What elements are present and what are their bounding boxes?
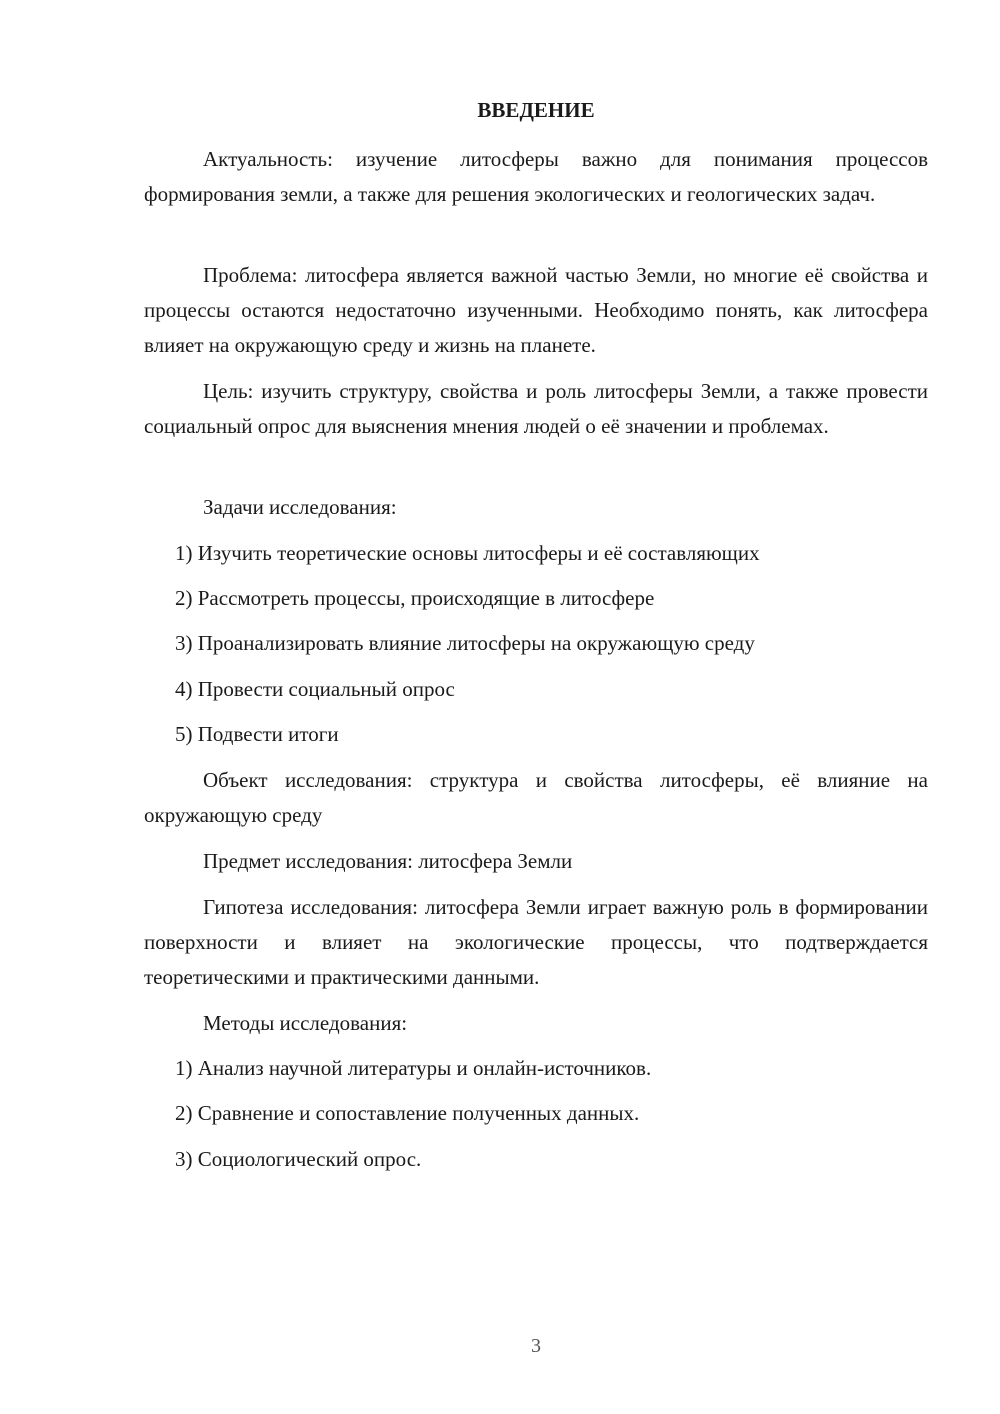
task-item-1: 1) Изучить теоретические основы литосферы и её составляющих [175, 541, 760, 565]
methods-heading: Методы исследования: [203, 1011, 408, 1035]
hypothesis-paragraph: Гипотеза исследования: литосфера Земли играет важную роль в формировании поверхности и влияет на экологические процессы, что подтверждается теоретическими и практическими данными. [144, 895, 928, 989]
task-item-2: 2) Рассмотреть процессы, происходящие в литосфере [175, 586, 655, 610]
page-number: 3 [531, 1335, 541, 1357]
subject-paragraph: Предмет исследования: литосфера Земли [203, 849, 573, 873]
task-item-4: 4) Провести социальный опрос [175, 677, 455, 701]
method-item-1: 1) Анализ научной литературы и онлайн-источников. [175, 1056, 652, 1080]
method-item-2: 2) Сравнение и сопоставление полученных данных. [175, 1101, 640, 1125]
goal-paragraph: Цель: изучить структуру, свойства и роль литосферы Земли, а также провести социальный опрос для выяснения мнения людей о её значении и проблемах. [144, 379, 928, 438]
task-item-3: 3) Проанализировать влияние литосферы на окружающую среду [175, 631, 755, 655]
section-title: ВВЕДЕНИЕ [477, 98, 595, 122]
problem-paragraph: Проблема: литосфера является важной частью Земли, но многие её свойства и процессы остаются недостаточно изученными. Необходимо понять, как литосфера влияет на окружающую среду и жизнь на планете. [144, 263, 928, 357]
relevance-paragraph: Актуальность: изучение литосферы важно для понимания процессов формирования земли, а также для решения экологических и геологических задач. [144, 147, 928, 206]
method-item-3: 3) Социологический опрос. [175, 1147, 422, 1171]
document-page [144, 0, 928, 1414]
object-paragraph: Объект исследования: структура и свойства литосферы, её влияние на окружающую среду [144, 768, 928, 827]
tasks-heading: Задачи исследования: [203, 495, 397, 519]
task-item-5: 5) Подвести итоги [175, 722, 339, 746]
